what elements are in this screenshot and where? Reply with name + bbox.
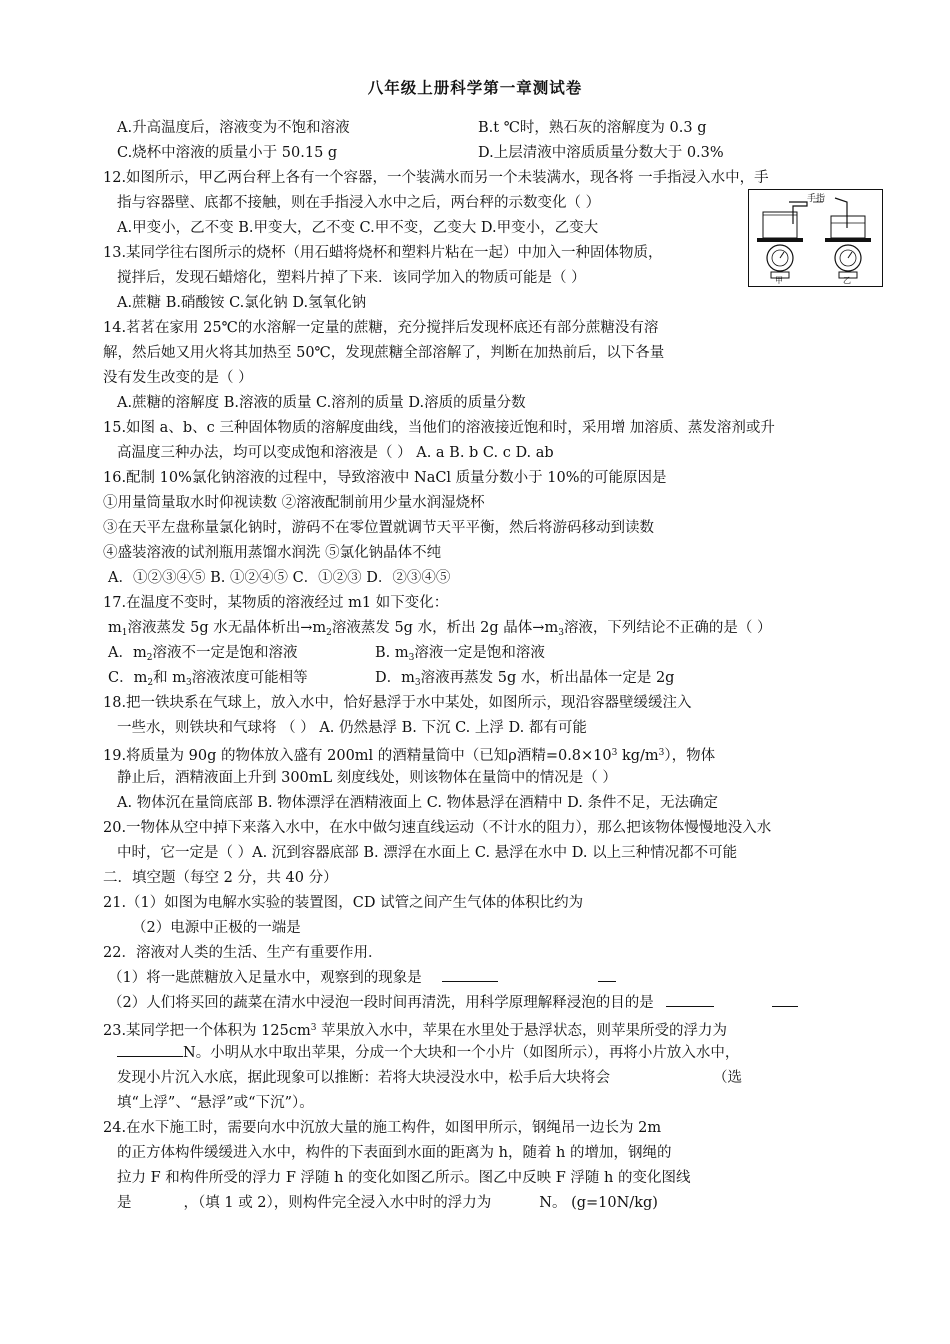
q12-scales-figure	[748, 189, 883, 287]
q11-option-b: B.t ℃时，熟石灰的溶解度为 0.3 g	[478, 120, 707, 136]
q21-part2: （2）电源中正极的一端是	[132, 920, 301, 936]
q24-line4: 是 ，（填 1 或 2），则构件完全浸入水中时的浮力为 N。 (g=10N/kg)	[117, 1195, 658, 1211]
q19-options: A. 物体沉在量筒底部 B. 物体漂浮在酒精液面上 C. 物体悬浮在酒精中 D. 条件不足，无法确定	[117, 795, 719, 811]
figure-label-jia: 甲	[775, 276, 783, 285]
q19-stem-line2: 静止后，酒精液面上升到 300mL 刻度线处，则该物体在量筒中的情况是（ ）	[117, 770, 617, 786]
q14-stem-line3: 没有发生改变的是（ ）	[103, 370, 253, 386]
q22-stem: 22．溶液对人类的生活、生产有重要作用．	[103, 945, 383, 961]
q19-stem-line1: 19.将质量为 90g 的物体放入盛有 200ml 的酒精量筒中（已知ρ酒精$=0.8\times 10^3$ $kg/m^3$），物体	[103, 748, 716, 764]
answer-blank[interactable]	[598, 968, 616, 982]
q14-stem-line1: 14.茗茗在家用 25℃的水溶解一定量的蔗糖，充分搅拌后发现杯底还有部分蔗糖没有溶	[103, 320, 659, 336]
q17-option-c: C．$m_2$和 $m_3$溶液浓度可能相等	[108, 670, 308, 688]
q23-line2: N。小明从水中取出苹果，分成一个大块和一个小片（如图所示），再将小片放入水中，	[117, 1043, 739, 1063]
q17-option-a: A．$m_2$溶液不一定是饱和溶液	[108, 645, 298, 663]
q11-option-c: C.烧杯中溶液的质量小于 50.15 g	[117, 145, 338, 161]
q22-part1: （1）将一匙蔗糖放入足量水中，观察到的现象是	[108, 968, 616, 988]
q14-stem-line2: 解，然后她又用火将其加热至 50℃，发现蔗糖全部溶解了，判断在加热前后，以下各量	[103, 345, 665, 361]
q23-line3: 发现小片沉入水底，据此现象可以推断：若将大块浸没水中，松手后大块将会 （选	[117, 1070, 742, 1086]
answer-blank[interactable]	[666, 993, 714, 1007]
answer-blank[interactable]	[772, 993, 798, 1007]
q16-options: A．①②③④⑤ B. ①②④⑤ C．①②③ D．②③④⑤	[108, 570, 451, 586]
q24-line3: 拉力 F 和构件所受的浮力 F 浮随 h 的变化如图乙所示。图乙中反映 F 浮随 h 的变化图线	[117, 1170, 691, 1186]
q17-chain: $m_1$溶液蒸发 5g 水无晶体析出$\to m_2$溶液蒸发 5g 水，析出 2g 晶体$\to m_3$溶液，下列结论不正确的是（ ）	[108, 620, 772, 638]
q21-part1: 21.（1）如图为电解水实验的装置图，CD 试管之间产生气体的体积比约为	[103, 895, 584, 911]
answer-blank[interactable]	[442, 968, 498, 982]
page-title: 八年级上册科学第一章测试卷	[367, 79, 583, 97]
q15-stem-line2: 高温度三种办法，均可以变成饱和溶液是（ ） A. a B. b C. c D. ab	[117, 445, 554, 461]
q18-stem-line2: 一些水，则铁块和气球将 （ ） A. 仍然悬浮 B. 下沉 C. 上浮 D. 都有可能	[117, 720, 587, 736]
q20-stem-line1: 20.一物体从空中掉下来落入水中，在水中做匀速直线运动（不计水的阻力），那么把该物体慢慢地没入水	[103, 820, 772, 836]
q22-part2: （2）人们将买回的蔬菜在清水中浸泡一段时间再清洗，用科学原理解释浸泡的目的是	[108, 993, 798, 1013]
answer-blank[interactable]	[117, 1043, 183, 1057]
q16-stem: 16.配制 10%氯化钠溶液的过程中，导致溶液中 NaCl 质量分数小于 10%的可能原因是	[103, 470, 667, 486]
section-fill-in-title: 二．填空题（每空 2 分，共 40 分）	[103, 870, 338, 886]
q23-line1: 23.某同学把一个体积为 $125cm^3$ 苹果放入水中，苹果在水里处于悬浮状态，则苹果所受的浮力为	[103, 1023, 728, 1039]
q14-options: A.蔗糖的溶解度 B.溶液的质量 C.溶剂的质量 D.溶质的质量分数	[117, 395, 526, 411]
q13-stem-line2: 搅拌后，发现石蜡熔化，塑料片掉了下来．该同学加入的物质可能是（ ）	[117, 270, 586, 286]
q16-reason-4-5: ④盛装溶液的试剂瓶用蒸馏水润洗 ⑤氯化钠晶体不纯	[103, 545, 442, 561]
figure-label-yi: 乙	[843, 276, 851, 285]
figure-label-finger: 手指	[807, 194, 826, 204]
q16-reason-1-2: ①用量筒量取水时仰视读数 ②溶液配制前用少量水润湿烧杯	[103, 495, 485, 511]
q20-stem-line2: 中时，它一定是（ ）A. 沉到容器底部 B. 漂浮在水面上 C. 悬浮在水中 D. 以上三种情况都不可能	[117, 845, 738, 861]
q17-option-d: D．$m_3$溶液再蒸发 5g 水，析出晶体一定是 2g	[375, 670, 675, 688]
q12-options: A.甲变小，乙不变 B.甲变大，乙不变 C.甲不变，乙变大 D.甲变小，乙变大	[117, 220, 599, 236]
q12-stem-line1: 12.如图所示，甲乙两台秤上各有一个容器，一个装满水而另一个未装满水，现各将 一手指浸入水中，手	[103, 170, 769, 186]
q18-stem-line1: 18.把一铁块系在气球上，放入水中，恰好悬浮于水中某处，如图所示，现沿容器壁缓缓注入	[103, 695, 692, 711]
q17-option-b: B. $m_3$溶液一定是饱和溶液	[375, 645, 545, 663]
q12-stem-line2: 指与容器壁、底都不接触，则在手指浸入水中之后，两台秤的示数变化（ ）	[117, 195, 601, 211]
q24-line1: 24.在水下施工时，需要向水中沉放大量的施工构件，如图甲所示，钢绳吊一边长为 2m	[103, 1120, 662, 1136]
q23-line4: 填“上浮”、“悬浮”或“下沉”）。	[117, 1095, 314, 1111]
q11-option-d: D.上层清液中溶质质量分数大于 0.3%	[478, 145, 724, 161]
q11-option-a: A.升高温度后，溶液变为不饱和溶液	[117, 120, 350, 136]
q24-line2: 的正方体构件缓缓进入水中，构件的下表面到水面的距离为 h，随着 h 的增加，钢绳的	[117, 1145, 672, 1161]
q13-stem-line1: 13.某同学往右图所示的烧杯（用石蜡将烧杯和塑料片粘在一起）中加入一种固体物质，	[103, 245, 663, 261]
scales-diagram	[749, 190, 882, 286]
q15-stem-line1: 15.如图 a、b、c 三种固体物质的溶解度曲线，当他们的溶液接近饱和时，采用增 加溶质、蒸发溶剂或升	[103, 420, 775, 436]
q17-stem: 17.在温度不变时，某物质的溶液经过 m1 如下变化：	[103, 595, 449, 611]
q13-options: A.蔗糖 B.硝酸铵 C.氯化钠 D.氢氧化钠	[117, 295, 367, 311]
q16-reason-3: ③在天平左盘称量氯化钠时，游码不在零位置就调节天平平衡，然后将游码移动到读数	[103, 520, 654, 536]
